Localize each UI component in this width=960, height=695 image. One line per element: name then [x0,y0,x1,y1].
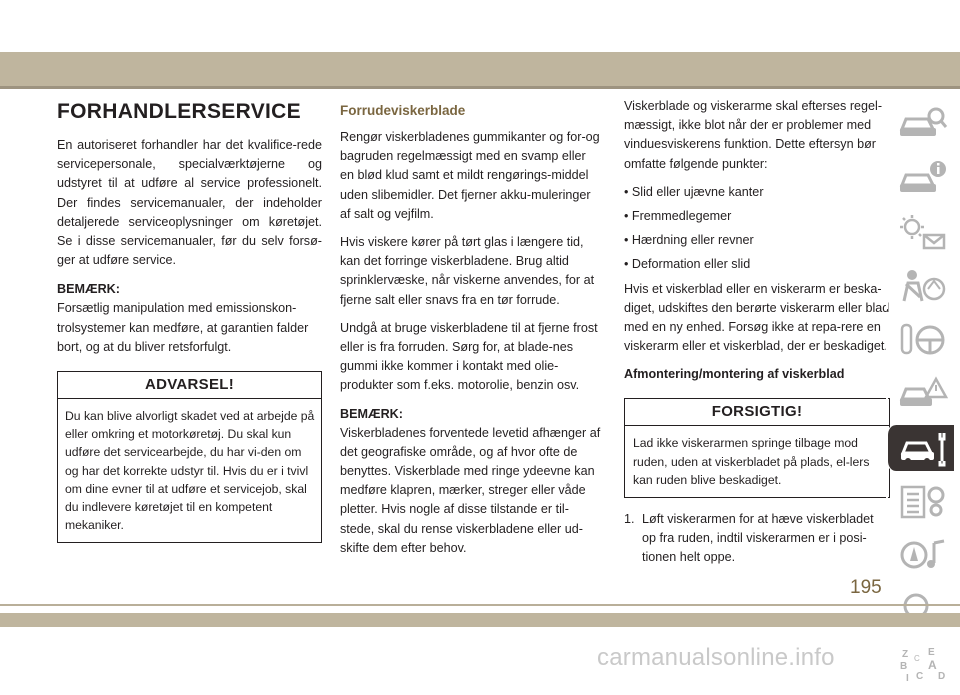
bullet-item: • Slid eller ujævne kanter [624,184,764,199]
header-bar [0,52,960,86]
page-title: FORHANDLERSERVICE [57,100,301,123]
tab-airbag-seatbelt[interactable] [886,263,954,309]
removal-heading: Afmontering/montering af viskerblad [624,367,845,382]
lights-message-icon [898,213,948,251]
svg-text:C: C [914,654,920,663]
tab-warning-triangle-car[interactable] [886,371,954,417]
tab-car-info[interactable] [886,155,954,201]
caution-title: FORSIGTIG! [625,399,889,426]
tab-list-gear[interactable] [886,479,954,525]
top-white-band [0,0,960,52]
svg-text:E: E [928,647,935,658]
column-1 [57,100,322,543]
svg-text:D: D [938,671,946,682]
note-text-2: Viskerbladenes forventede levetid afhænger af det geografiske område, og af hvor ofte de benyttes. Viskerblade med ringe ydeevne kan medføre klapren, mærker, streger eller våde pletter. Hvis nogle af disse tilstande er til-stede, skal du rense viskerbladene eller ud-skifte dem efter behov. [340,425,601,555]
music-nav-icon [898,537,948,575]
warning-box [57,371,322,543]
note-label: BEMÆRK: [57,282,120,297]
svg-text:B: B [900,661,908,672]
tab-music-nav[interactable] [886,533,954,579]
airbag-seatbelt-icon [898,267,948,305]
caution-box [624,398,890,498]
intro-paragraph: En autoriseret forhandler har det kvalifice-rede servicepersonale, specialværktøjerne og udstyret til at udføre al service professionelt. Der findes servicemanualer, der indeholder detaljerede serviceoplysninger om køretøjet. Se i disse servicemanualer, før du selv forsø-ger at udføre service. [57,138,322,268]
svg-text:I: I [906,673,909,683]
damage-paragraph: Hvis et viskerblad eller en viskerarm er beska-diget, udskiftes den berørte viskerarm eller blad med en ny enhed. Forsøg ikke at repa-rere en viskerarm eller et viskerblad, der er beskadiget. [624,281,890,354]
tab-alphabet-index[interactable] [886,641,954,687]
footer-rule [0,604,960,606]
car-wrench-icon [898,429,950,467]
bullet-item: • Deformation eller slid [624,257,751,272]
page-number: 195 [850,577,882,598]
note-label-2: BEMÆRK: [340,406,403,421]
steering-key-icon [898,321,948,359]
header-bar-rule [0,86,960,89]
tab-car-magnifier[interactable] [886,101,954,147]
svg-text:Z: Z [902,649,909,660]
wiper-paragraph-3: Undgå at bruge viskerbladene til at fjerne frost eller is fra forruden. Sørg for, at blade-nes gummi ikke kommer i kontakt med olie-produkter som f.eks. motorolie, benzin osv. [340,320,598,393]
watermark: carmanualsonline.info [597,644,835,671]
alphabet-index-icon [898,645,948,683]
tab-lights-message[interactable] [886,209,954,255]
tab-car-wrench[interactable] [886,425,954,471]
section-subtitle: Forrudeviskerblade [340,103,466,118]
list-gear-icon [898,483,948,521]
car-info-icon [898,159,948,197]
bullet-item: • Fremmedlegemer [624,209,732,224]
step-1 [624,510,890,568]
bullet-item: • Hærdning eller revner [624,233,754,248]
inspection-intro: Viskerblade og viskerarme skal efterses regel-mæssigt, ikke blot når der er problemer med vinduesviskerens funktion. Dette eftersyn bør omfatte følgende punkter: [624,99,883,171]
wiper-paragraph-1: Rengør viskerbladenes gummikanter og for-og bagruden regelmæssigt med en svamp eller en blød klud samt et mildt rengørings-middel uden slibemidler. Det fjerner akku-muleringer af salt og vejfilm. [340,130,600,221]
column-2 [340,100,603,567]
svg-text:A: A [928,658,937,672]
wiper-paragraph-2: Hvis viskere kører på tørt glas i længere tid, kan det forringe viskerbladene. Brug altid sprinklervæske, når viskerne anvendes, for at fjerne salt eller snavs fra en tør forrude. [340,235,595,307]
warning-triangle-car-icon [898,375,948,413]
tab-steering-key[interactable] [886,317,954,363]
svg-text:C: C [916,671,924,682]
warning-title: ADVARSEL! [58,372,321,399]
column-3 [624,100,890,568]
caution-text: Lad ikke viskerarmen springe tilbage mod ruden, uden at viskerbladet på plads, el-lers kan ruden blive beskadiget. [633,436,870,487]
note-text: Forsætlig manipulation med emissionskon-trolsystemer kan medføre, at garantien falder bort, og at du bliver retsforfulgt. [57,301,309,354]
step-1-text: Løft viskerarmen for at hæve viskerbladet op fra ruden, indtil viskerarmen er i posi-tionen helt oppe. [642,512,874,565]
step-1-number: 1. [624,512,635,527]
car-magnifier-icon [898,105,948,143]
footer-bar [0,613,960,627]
warning-text: Du kan blive alvorligt skadet ved at arbejde på eller omkring et motorkøretøj. Du skal kun udføre det servicearbejde, du har vi-den om og har det korrekte udstyr til. Hvis du er i tvivl om dine evner til at udføre et servicejob, skal du indlevere køretøjet til en kompetent mekaniker. [65,409,315,533]
